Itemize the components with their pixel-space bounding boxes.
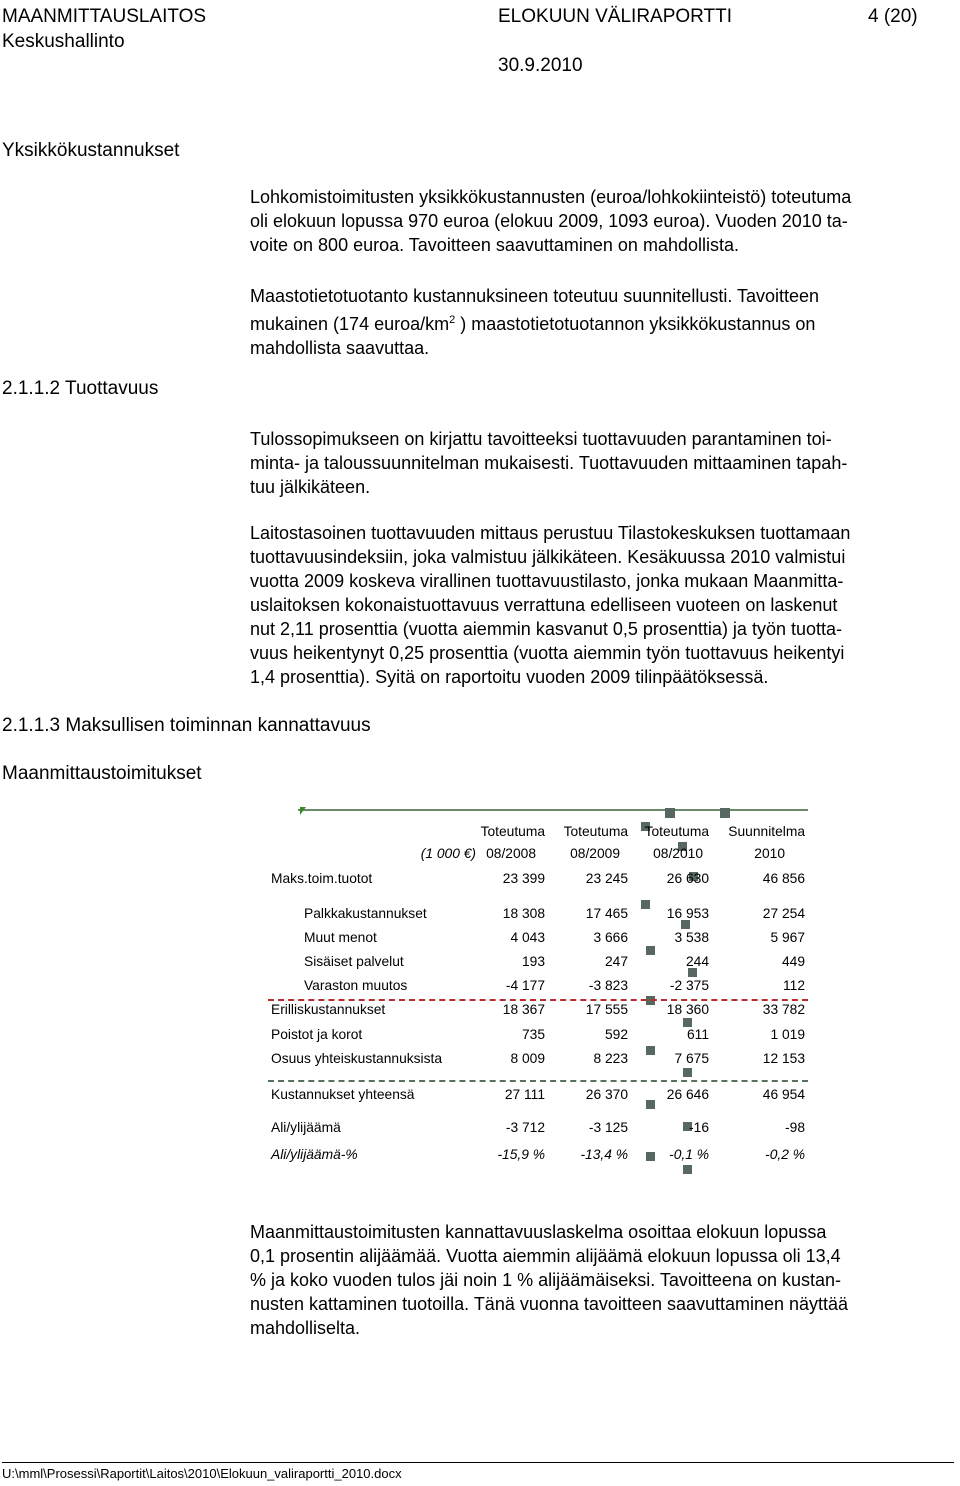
cell: 1 019 [770, 1027, 805, 1042]
header-date: 30.9.2010 [498, 55, 583, 76]
text-fragment: ) maastotietotuotannon yksikkökustannus on [455, 314, 816, 334]
col-header: 08/2008 [486, 846, 536, 861]
cell: 33 782 [762, 1002, 805, 1017]
text-line: uslaitoksen kokonaistuottavuus verrattuna edelliseen vuoteen on laskenut [250, 595, 838, 615]
cell: 193 [521, 954, 545, 969]
cell: -4 177 [505, 978, 545, 993]
cell: 112 [783, 978, 805, 993]
col-header: Toteutuma [480, 824, 545, 839]
cell: 46 856 [762, 871, 805, 886]
profitability-table [268, 820, 813, 1180]
col-header: Toteutuma [563, 824, 628, 839]
cell: -0,1 % [669, 1147, 709, 1162]
cell: 27 111 [504, 1087, 545, 1102]
text-line: oli elokuun lopussa 970 euroa (elokuu 2009, 1093 euroa). Vuoden 2010 ta- [250, 211, 848, 231]
cell: 18 308 [502, 906, 545, 921]
cell: 611 [687, 1027, 709, 1042]
row-label: Ali/ylijäämä [271, 1120, 341, 1135]
table-top-rule [298, 809, 808, 811]
header-org: MAANMITTAUSLAITOS [2, 6, 207, 27]
text-line: Maastotietotuotanto kustannuksineen toteutuu suunnitellusti. Tavoitteen [250, 286, 820, 306]
cell: 23 245 [585, 871, 628, 886]
cell: -16 [689, 1120, 709, 1135]
table-header-row-2 [268, 846, 813, 864]
para-laitostasoinen [250, 521, 956, 689]
cell: -13,4 % [580, 1147, 628, 1162]
text-line: nusten kattaminen tuotoilla. Tänä vuonna tavoitteen saavuttaminen näyttää [250, 1294, 849, 1314]
text-line: Tulossopimukseen on kirjattu tavoitteeksi tuottavuuden parantaminen toi- [250, 429, 832, 449]
col-header: 2010 [754, 846, 785, 861]
cell: 27 254 [762, 906, 805, 921]
cell: 3 666 [593, 930, 628, 945]
table-row [268, 1087, 813, 1105]
para-maastotieto [250, 284, 956, 360]
header-unit: Keskushallinto [2, 31, 125, 52]
cell: -0,2 % [765, 1147, 805, 1162]
row-label: Osuus yhteiskustannuksista [271, 1051, 443, 1066]
text-line: minta- ja taloussuunnitelman mukaisesti. Tuottavuuden mittaaminen tapah- [250, 453, 848, 473]
cell: 26 646 [666, 1087, 709, 1102]
table-row [268, 1147, 813, 1165]
cell: -15,9 % [497, 1147, 545, 1162]
table-row [268, 1051, 813, 1069]
cell: 16 953 [666, 906, 709, 921]
unit-label: (1 000 €) [420, 846, 476, 861]
cell: 26 370 [585, 1087, 628, 1102]
table-row [268, 978, 813, 996]
cell: 23 399 [502, 871, 545, 886]
cell: 12 153 [762, 1051, 805, 1066]
header-report-title: ELOKUUN VÄLIRAPORTTI [498, 6, 733, 27]
footer-rule [2, 1462, 954, 1463]
col-header: Toteutuma [644, 824, 709, 839]
text-line: voite on 800 euroa. Tavoitteen saavuttaminen on mahdollista. [250, 235, 739, 255]
cell: -3 125 [588, 1120, 628, 1135]
superscript: 2 [449, 314, 456, 326]
cell: 18 360 [666, 1002, 709, 1017]
cell: -2 375 [669, 978, 709, 993]
row-label: Sisäiset palvelut [304, 954, 404, 969]
text-line: Laitostasoinen tuottavuuden mittaus perustuu Tilastokeskuksen tuottamaan [250, 523, 851, 543]
text-line: mahdollista saavuttaa. [250, 338, 430, 358]
table-divider [268, 1080, 808, 1082]
cell: 17 465 [585, 906, 628, 921]
text-line: vuus heikentynyt 0,25 prosenttia (vuotta aiemmin työn tuottavuus heikentyi [250, 643, 845, 663]
cell: 4 043 [510, 930, 545, 945]
para-tulossopimus [250, 427, 956, 499]
para-lohkomis [250, 185, 956, 257]
cell: 8 009 [510, 1051, 545, 1066]
header-page-number: 4 (20) [868, 6, 918, 27]
cell: 735 [521, 1027, 545, 1042]
text-line: nut 2,11 prosenttia (vuotta aiemmin kasvanut 0,5 prosenttia) ja työn tuotta- [250, 619, 842, 639]
corner-marker [300, 807, 306, 815]
text-line: 1,4 prosenttia). Syitä on raportoitu vuoden 2009 tilinpäätöksessä. [250, 667, 769, 687]
heading-productivity: 2.1.1.2 Tuottavuus [2, 378, 159, 399]
table-row [268, 1027, 813, 1045]
para-conclusion [250, 1220, 956, 1340]
subheading-surveys: Maanmittaustoimitukset [2, 763, 202, 784]
row-label: Ali/ylijäämä-% [271, 1147, 358, 1162]
heading-unit-costs: Yksikkökustannukset [2, 140, 180, 161]
text-line [250, 308, 956, 336]
row-label: Varaston muutos [304, 978, 408, 993]
decor-square [683, 1165, 692, 1174]
table-row [268, 930, 813, 948]
cell: 5 967 [770, 930, 805, 945]
cell: 247 [604, 954, 628, 969]
row-label: Kustannukset yhteensä [271, 1087, 415, 1102]
row-label: Maks.toim.tuotot [271, 871, 373, 886]
cell: 18 367 [502, 1002, 545, 1017]
decor-square [683, 1068, 692, 1077]
text-line: tuu jälkikäteen. [250, 477, 371, 497]
cell: 3 538 [674, 930, 709, 945]
cell: 244 [685, 954, 709, 969]
cell: 8 223 [593, 1051, 628, 1066]
text-fragment: mukainen (174 euroa/km [250, 314, 450, 334]
text-line: Maanmittaustoimitusten kannattavuuslaskelma osoittaa elokuun lopussa [250, 1222, 827, 1242]
cell: -98 [785, 1120, 805, 1135]
col-header: 08/2009 [570, 846, 620, 861]
text-line: tuottavuusindeksiin, joka valmistuu jälkikäteen. Kesäkuussa 2010 valmistui [250, 547, 846, 567]
text-line: % ja koko vuoden tulos jäi noin 1 % alijäämäiseksi. Tavoitteena on kustan- [250, 1270, 842, 1290]
col-header: 08/2010 [653, 846, 703, 861]
text-line: vuotta 2009 koskeva virallinen tuottavuustilasto, jonka mukaan Maanmitta- [250, 571, 844, 591]
col-header: Suunnitelma [728, 824, 805, 839]
text-line: Lohkomistoimitusten yksikkökustannusten (euroa/lohkokiinteistö) toteutuma [250, 187, 852, 207]
table-row [268, 871, 813, 889]
table-row [268, 906, 813, 924]
text-line: 0,1 prosentin alijäämää. Vuotta aiemmin alijäämä elokuun lopussa oli 13,4 [250, 1246, 841, 1266]
row-label: Muut menot [304, 930, 377, 945]
decor-square [665, 808, 675, 818]
footer-path: U:\mml\Prosessi\Raportit\Laitos\2010\Elokuun_valiraportti_2010.docx [2, 1466, 402, 1481]
table-header-row-1 [268, 824, 813, 842]
cell: 7 675 [674, 1051, 709, 1066]
cell: 592 [604, 1027, 628, 1042]
cell: 46 954 [762, 1087, 805, 1102]
cell: 17 555 [585, 1002, 628, 1017]
table-row [268, 954, 813, 972]
cell: -3 712 [505, 1120, 545, 1135]
row-label: Palkkakustannukset [304, 906, 427, 921]
cell: 26 630 [666, 871, 709, 886]
row-label: Erilliskustannukset [271, 1002, 386, 1017]
row-label: Poistot ja korot [271, 1027, 363, 1042]
text-line: mahdolliselta. [250, 1318, 361, 1338]
table-divider [268, 999, 808, 1001]
heading-profitability: 2.1.1.3 Maksullisen toiminnan kannattavuus [2, 715, 371, 736]
decor-square [720, 808, 730, 818]
cell: 449 [781, 954, 805, 969]
table-row [268, 1002, 813, 1020]
table-row [268, 1120, 813, 1138]
cell: -3 823 [588, 978, 628, 993]
